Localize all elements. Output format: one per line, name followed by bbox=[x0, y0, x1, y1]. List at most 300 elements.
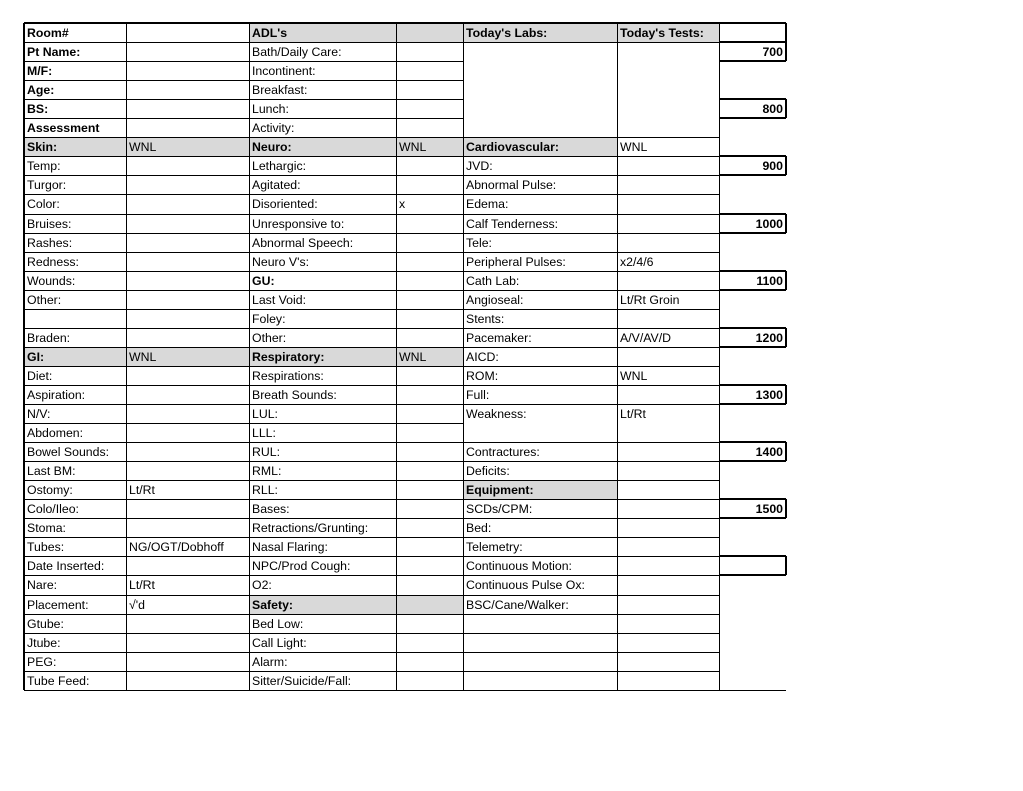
grid-line bbox=[463, 518, 719, 519]
label-cell: Bed Low: bbox=[252, 616, 304, 631]
grid-line bbox=[24, 290, 463, 291]
label-cell bbox=[464, 653, 617, 671]
grid-line bbox=[24, 518, 463, 519]
grid-line bbox=[24, 80, 463, 81]
time-slot: 1200 bbox=[755, 330, 783, 345]
value-cell bbox=[127, 119, 249, 137]
grid-line bbox=[785, 156, 787, 175]
value-cell bbox=[397, 367, 463, 385]
label-cell: Continuous Pulse Ox: bbox=[466, 578, 585, 593]
grid-line bbox=[24, 404, 463, 405]
grid-line bbox=[785, 442, 787, 461]
value-cell bbox=[127, 500, 249, 518]
grid-line bbox=[463, 233, 719, 234]
grid-line bbox=[463, 347, 719, 348]
grid-line bbox=[719, 517, 786, 519]
grid-line bbox=[24, 118, 463, 119]
value-cell bbox=[127, 424, 249, 442]
value-cell: WNL bbox=[127, 138, 249, 156]
time-slot: 1500 bbox=[755, 502, 783, 517]
grid-line bbox=[719, 574, 786, 576]
grid-line bbox=[463, 271, 719, 272]
label-cell: Other: bbox=[27, 292, 62, 307]
grid-line bbox=[785, 499, 787, 518]
label-cell bbox=[25, 310, 126, 328]
grid-line bbox=[24, 347, 463, 348]
label-cell: SCDs/CPM: bbox=[466, 502, 533, 517]
label-cell: Telemetry: bbox=[466, 540, 523, 555]
value-cell bbox=[618, 500, 719, 518]
label-cell: RUL: bbox=[252, 445, 281, 460]
value-cell bbox=[397, 405, 463, 423]
label-cell: Breath Sounds: bbox=[252, 387, 337, 402]
grid-line bbox=[719, 460, 786, 462]
value-cell bbox=[397, 634, 463, 652]
grid-line bbox=[719, 403, 786, 405]
value-cell bbox=[127, 519, 249, 537]
grid-line bbox=[24, 194, 463, 195]
label-cell: Foley: bbox=[252, 311, 286, 326]
grid-line bbox=[719, 117, 786, 119]
grid-line bbox=[24, 214, 463, 215]
grid-line bbox=[463, 404, 719, 405]
value-cell bbox=[397, 291, 463, 309]
label-cell: Retractions/Grunting: bbox=[252, 521, 369, 536]
label-cell: Wounds: bbox=[27, 273, 76, 288]
grid-line bbox=[463, 556, 719, 557]
grid-line bbox=[463, 366, 719, 367]
value-cell bbox=[397, 62, 463, 80]
grid-line bbox=[24, 556, 463, 557]
value-cell: NG/OGT/Dobhoff bbox=[129, 540, 224, 555]
label-cell: Last BM: bbox=[27, 464, 76, 479]
label-cell: Braden: bbox=[27, 330, 71, 345]
grid-line bbox=[463, 290, 719, 291]
grid-line bbox=[463, 671, 719, 672]
grid-line bbox=[24, 595, 463, 596]
value-cell bbox=[397, 538, 463, 556]
value-cell bbox=[618, 557, 719, 575]
value-cell: A/V/AV/D bbox=[620, 330, 672, 345]
grid-line bbox=[785, 214, 787, 233]
label-cell: Bath/Daily Care: bbox=[252, 45, 342, 60]
grid-line bbox=[463, 252, 719, 253]
grid-line bbox=[24, 461, 463, 462]
label-cell: Alarm: bbox=[252, 654, 288, 669]
label-cell: Turgor: bbox=[27, 178, 67, 193]
value-cell bbox=[127, 462, 249, 480]
value-cell: WNL bbox=[620, 140, 648, 155]
label-cell: Respiratory: bbox=[250, 348, 396, 366]
label-cell: Calf Tenderness: bbox=[466, 216, 559, 231]
label-cell: Last Void: bbox=[252, 292, 307, 307]
time-slot: 700 bbox=[762, 45, 783, 60]
value-cell bbox=[397, 462, 463, 480]
time-slot: 1000 bbox=[755, 216, 783, 231]
label-cell bbox=[464, 424, 617, 442]
label-cell: Peripheral Pulses: bbox=[466, 254, 566, 269]
grid-line bbox=[785, 99, 787, 118]
value-cell bbox=[397, 100, 463, 118]
value-cell bbox=[397, 272, 463, 290]
value-cell bbox=[397, 672, 463, 690]
label-cell: Cath Lab: bbox=[466, 273, 520, 288]
grid-line bbox=[463, 480, 719, 481]
value-cell bbox=[127, 310, 249, 328]
grid-line bbox=[24, 61, 463, 62]
value-cell bbox=[397, 519, 463, 537]
label-cell: GU: bbox=[252, 273, 275, 288]
value-cell bbox=[618, 634, 719, 652]
value-cell bbox=[618, 195, 719, 213]
label-cell: Date Inserted: bbox=[27, 559, 105, 574]
label-cell: Aspiration: bbox=[27, 387, 86, 402]
time-slot: 800 bbox=[762, 102, 783, 117]
label-cell: JVD: bbox=[466, 159, 493, 174]
label-cell: Diet: bbox=[27, 368, 53, 383]
value-cell bbox=[618, 424, 719, 442]
label-cell bbox=[464, 634, 617, 652]
label-cell: Lunch: bbox=[252, 102, 289, 117]
label-cell: Full: bbox=[466, 387, 490, 402]
grid-line bbox=[463, 537, 719, 538]
label-cell: BS: bbox=[27, 102, 49, 117]
label-cell: Rashes: bbox=[27, 235, 73, 250]
label-cell: Temp: bbox=[27, 159, 61, 174]
grid-line bbox=[719, 441, 786, 443]
grid-line bbox=[463, 442, 719, 443]
value-cell: x2/4/6 bbox=[620, 254, 654, 269]
time-slot: 1100 bbox=[756, 273, 783, 288]
label-cell: Tubes: bbox=[27, 540, 65, 555]
grid-line bbox=[785, 556, 787, 575]
grid-line bbox=[24, 22, 463, 24]
value-cell bbox=[397, 386, 463, 404]
label-cell: Skin: bbox=[25, 138, 126, 156]
grid-line bbox=[24, 366, 463, 367]
value-cell bbox=[127, 329, 249, 347]
label-cell: RLL: bbox=[252, 483, 278, 498]
value-cell bbox=[618, 672, 719, 690]
value-cell: Lt/Rt Groin bbox=[620, 292, 680, 307]
grid-line bbox=[24, 42, 463, 43]
value-cell: x bbox=[399, 197, 406, 212]
grid-line bbox=[463, 328, 719, 329]
value-cell bbox=[397, 576, 463, 594]
grid-line bbox=[719, 270, 786, 272]
value-cell bbox=[618, 615, 719, 633]
label-cell: Agitated: bbox=[252, 178, 301, 193]
grid-line bbox=[24, 499, 463, 500]
label-cell: LUL: bbox=[252, 407, 278, 421]
value-cell bbox=[127, 272, 249, 290]
label-cell: RML: bbox=[252, 464, 282, 479]
label-cell: Bed: bbox=[466, 521, 492, 536]
grid-line bbox=[24, 575, 463, 576]
value-cell bbox=[127, 253, 249, 271]
value-cell bbox=[618, 462, 719, 480]
value-cell bbox=[127, 215, 249, 233]
value-cell bbox=[127, 24, 249, 42]
label-cell: Contractures: bbox=[466, 445, 540, 460]
time-header bbox=[720, 24, 786, 42]
grid-line bbox=[463, 690, 719, 691]
time-slot: 1300 bbox=[755, 387, 783, 402]
label-cell: Abnormal Speech: bbox=[252, 235, 354, 250]
value-cell bbox=[397, 481, 463, 499]
grid-line bbox=[463, 499, 719, 500]
label-cell: Call Light: bbox=[252, 635, 307, 650]
label-cell: PEG: bbox=[27, 654, 57, 669]
label-cell: Neuro: bbox=[250, 138, 396, 156]
value-cell bbox=[127, 43, 249, 61]
label-cell: Breakfast: bbox=[252, 83, 308, 98]
grid-line bbox=[463, 175, 719, 176]
label-cell: Deficits: bbox=[466, 464, 510, 479]
label-cell bbox=[464, 615, 617, 633]
value-cell bbox=[618, 386, 719, 404]
value-cell bbox=[618, 596, 719, 614]
grid-line bbox=[719, 232, 786, 234]
value-cell: Lt/Rt bbox=[620, 407, 646, 421]
value-cell bbox=[127, 157, 249, 175]
value-cell bbox=[618, 215, 719, 233]
grid-line bbox=[463, 156, 719, 157]
value-cell bbox=[127, 386, 249, 404]
grid-line bbox=[24, 423, 463, 424]
grid-line bbox=[24, 385, 463, 386]
label-cell: Jtube: bbox=[27, 635, 61, 650]
grid-line bbox=[719, 327, 786, 329]
label-cell: Continuous Motion: bbox=[466, 559, 572, 574]
value-cell: √'d bbox=[129, 597, 145, 612]
grid-line bbox=[249, 23, 250, 690]
grid-line bbox=[617, 23, 618, 690]
label-cell: LLL: bbox=[252, 426, 276, 441]
grid-line bbox=[463, 23, 464, 690]
value-cell bbox=[397, 653, 463, 671]
value-cell bbox=[397, 310, 463, 328]
value-cell: Today's Tests: bbox=[618, 24, 719, 42]
grid-line bbox=[23, 23, 25, 690]
grid-line bbox=[719, 23, 720, 690]
label-cell: NPC/Prod Cough: bbox=[252, 559, 351, 574]
label-cell: GI: bbox=[25, 348, 126, 366]
grid-line bbox=[719, 346, 786, 348]
label-cell: ROM: bbox=[466, 368, 499, 383]
grid-line bbox=[719, 289, 786, 291]
value-cell bbox=[397, 215, 463, 233]
label-cell: Safety: bbox=[250, 596, 396, 614]
grid-line bbox=[24, 480, 463, 481]
grid-line bbox=[463, 614, 719, 615]
value-cell bbox=[618, 310, 719, 328]
label-cell: Angioseal: bbox=[466, 292, 524, 307]
label-cell: Assessment bbox=[27, 121, 100, 136]
label-cell: Sitter/Suicide/Fall: bbox=[252, 673, 352, 688]
value-cell bbox=[618, 576, 719, 594]
label-cell: Neuro V's: bbox=[252, 254, 310, 269]
label-cell: N/V: bbox=[27, 407, 51, 421]
time-slot: 1400 bbox=[755, 445, 783, 460]
grid-line bbox=[719, 41, 786, 43]
label-cell: Unresponsive to: bbox=[252, 216, 345, 231]
value-cell bbox=[397, 443, 463, 461]
value-cell bbox=[127, 195, 249, 213]
value-cell bbox=[618, 538, 719, 556]
label-cell: Stents: bbox=[466, 311, 505, 326]
grid-line bbox=[24, 633, 463, 634]
grid-line bbox=[24, 99, 463, 100]
label-cell: BSC/Cane/Walker: bbox=[466, 597, 569, 612]
grid-line bbox=[463, 214, 719, 215]
value-cell bbox=[397, 500, 463, 518]
value-cell bbox=[618, 234, 719, 252]
value-cell bbox=[127, 234, 249, 252]
grid-line bbox=[24, 252, 463, 253]
label-cell: O2: bbox=[252, 578, 272, 593]
label-cell: Abdomen: bbox=[27, 426, 84, 441]
label-cell: Incontinent: bbox=[252, 64, 316, 79]
label-cell: Color: bbox=[27, 197, 60, 212]
time-slot: 900 bbox=[762, 159, 783, 174]
label-cell: Stoma: bbox=[27, 521, 66, 536]
grid-line bbox=[785, 23, 787, 42]
value-cell bbox=[127, 405, 249, 423]
value-cell bbox=[397, 234, 463, 252]
grid-line bbox=[463, 385, 719, 386]
value-cell bbox=[127, 557, 249, 575]
value-cell bbox=[618, 176, 719, 194]
value-cell bbox=[397, 329, 463, 347]
grid-line bbox=[719, 155, 786, 157]
label-cell: Pacemaker: bbox=[466, 330, 532, 345]
value-cell: Lt/Rt bbox=[129, 483, 155, 498]
value-cell bbox=[618, 519, 719, 537]
value-cell bbox=[618, 481, 719, 499]
grid-line bbox=[719, 690, 786, 691]
label-cell: Bruises: bbox=[27, 216, 72, 231]
label-cell: Respirations: bbox=[252, 368, 324, 383]
label-cell: Bowel Sounds: bbox=[27, 445, 110, 460]
grid-line bbox=[785, 42, 787, 61]
grid-line bbox=[785, 271, 787, 290]
label-cell: Nare: bbox=[27, 578, 58, 593]
value-cell bbox=[397, 424, 463, 442]
grid-line bbox=[785, 385, 787, 404]
grid-line bbox=[463, 137, 719, 138]
value-cell bbox=[127, 291, 249, 309]
label-cell: Placement: bbox=[27, 597, 89, 612]
label-cell: Other: bbox=[252, 330, 287, 345]
label-cell: Room# bbox=[27, 26, 69, 40]
value-cell bbox=[127, 62, 249, 80]
value-cell bbox=[397, 24, 463, 42]
grid-line bbox=[24, 652, 463, 653]
grid-line bbox=[24, 328, 463, 329]
grid-line bbox=[24, 671, 463, 672]
grid-line bbox=[463, 575, 719, 576]
value-cell bbox=[397, 43, 463, 61]
label-cell: Weakness: bbox=[466, 407, 527, 421]
value-cell bbox=[397, 596, 463, 614]
grid-line bbox=[24, 233, 463, 234]
value-cell bbox=[127, 672, 249, 690]
value-cell bbox=[397, 615, 463, 633]
value-cell bbox=[127, 176, 249, 194]
label-cell: Bases: bbox=[252, 502, 290, 517]
label-cell: Lethargic: bbox=[252, 159, 307, 174]
grid-line bbox=[463, 652, 719, 653]
value-cell bbox=[127, 653, 249, 671]
grid-line bbox=[463, 461, 719, 462]
grid-line bbox=[785, 328, 787, 347]
label-cell: Tele: bbox=[466, 235, 492, 250]
grid-line bbox=[463, 194, 719, 195]
grid-line bbox=[24, 442, 463, 443]
notes-label bbox=[720, 557, 786, 575]
value-cell bbox=[397, 157, 463, 175]
value-cell bbox=[397, 176, 463, 194]
label-cell: Nasal Flaring: bbox=[252, 540, 328, 555]
label-cell: Abnormal Pulse: bbox=[466, 178, 557, 193]
grid-line bbox=[463, 42, 719, 43]
value-cell bbox=[127, 443, 249, 461]
value-cell bbox=[127, 615, 249, 633]
label-cell: Redness: bbox=[27, 254, 79, 269]
grid-line bbox=[719, 213, 786, 215]
grid-line bbox=[463, 595, 719, 596]
label-cell: Colo/Ileo: bbox=[27, 502, 79, 517]
label-cell: Gtube: bbox=[27, 616, 64, 631]
value-cell bbox=[618, 157, 719, 175]
value-cell bbox=[127, 367, 249, 385]
label-cell: ADL's bbox=[250, 24, 396, 42]
value-cell bbox=[127, 634, 249, 652]
label-cell: M/F: bbox=[27, 64, 53, 79]
grid-line bbox=[719, 174, 786, 176]
grid-line bbox=[719, 22, 786, 24]
label-cell: Pt Name: bbox=[27, 45, 81, 60]
value-cell bbox=[618, 272, 719, 290]
grid-line bbox=[396, 23, 397, 690]
value-cell bbox=[127, 100, 249, 118]
grid-line bbox=[126, 23, 127, 690]
grid-line bbox=[719, 98, 786, 100]
label-cell: Activity: bbox=[252, 121, 295, 136]
label-cell: AICD: bbox=[466, 349, 499, 364]
label-cell: Edema: bbox=[466, 197, 509, 212]
value-cell bbox=[127, 81, 249, 99]
grid-line bbox=[463, 309, 719, 310]
value-cell bbox=[397, 557, 463, 575]
value-cell: WNL bbox=[620, 368, 648, 383]
value-cell bbox=[618, 443, 719, 461]
label-cell: Cardiovascular: bbox=[464, 138, 617, 156]
label-cell: Disoriented: bbox=[252, 197, 318, 212]
label-cell: Age: bbox=[27, 83, 55, 98]
value-cell: WNL bbox=[397, 138, 463, 156]
label-cell: Today's Labs: bbox=[464, 24, 617, 42]
label-cell: Equipment: bbox=[464, 481, 617, 499]
grid-line bbox=[24, 614, 463, 615]
value-cell bbox=[397, 119, 463, 137]
grid-line bbox=[24, 690, 463, 691]
grid-line bbox=[719, 555, 786, 557]
grid-line bbox=[24, 309, 463, 310]
value-cell: Lt/Rt bbox=[129, 578, 155, 593]
grid-line bbox=[24, 156, 463, 157]
